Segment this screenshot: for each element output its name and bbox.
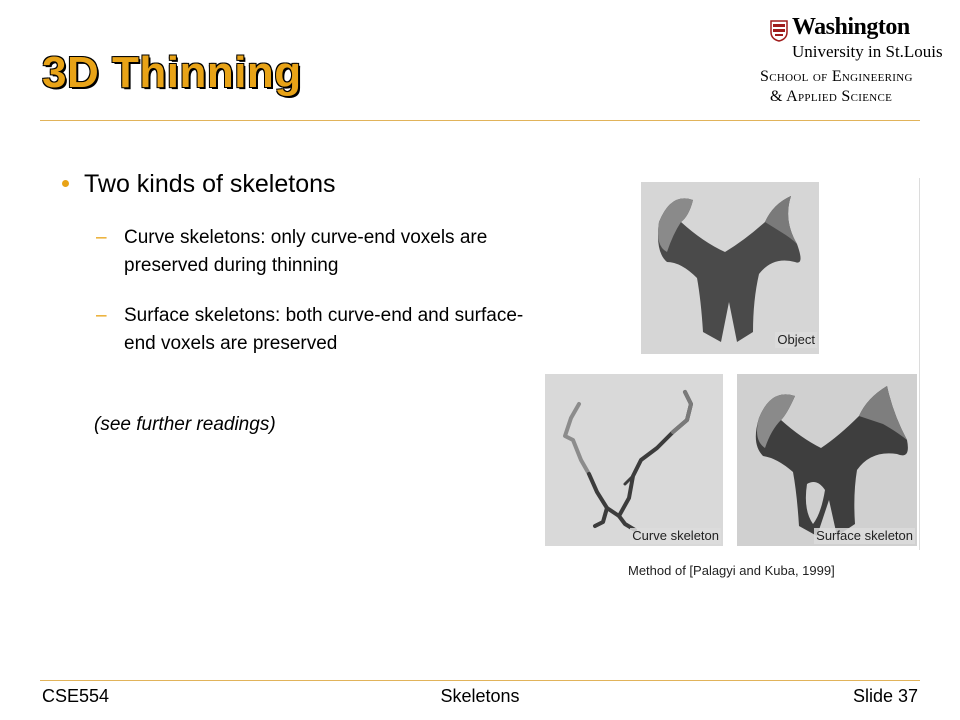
curve-skeleton-label: Curve skeleton [632, 528, 719, 543]
logo-line-3: School of Engineering [760, 68, 913, 85]
object-label: Object [777, 332, 815, 347]
dash-icon: – [96, 227, 107, 248]
logo-line-4: & Applied Science [770, 88, 893, 105]
logo-line-1: Washington [792, 14, 910, 40]
footer-divider [40, 680, 920, 681]
dash-icon: – [96, 305, 107, 326]
object-shape-image [641, 182, 819, 354]
header-divider [40, 120, 920, 121]
surface-skeleton-panel [737, 374, 917, 546]
main-bullet-text: Two kinds of skeletons [84, 170, 336, 198]
object-panel [641, 182, 819, 354]
logo-line-2: University in St.Louis [792, 42, 943, 61]
university-logo [760, 14, 943, 110]
sub-bullet-text: Curve skeletons: only curve-end voxels are preserved during thinning [124, 227, 488, 276]
skeleton-figure [543, 178, 920, 550]
surface-skeleton-label: Surface skeleton [816, 528, 913, 543]
slide-title: 3D Thinning [42, 48, 302, 97]
footer-course: CSE554 [42, 686, 110, 706]
curve-skeleton-panel [545, 374, 723, 546]
curve-skeleton-image [545, 374, 723, 546]
sub-bullet-text: Surface skeletons: both curve-end and surface-end voxels are preserved [124, 305, 524, 354]
figure-caption: Method of [Palagyi and Kuba, 1999] [628, 563, 835, 578]
shield-icon [770, 20, 788, 42]
footer-slide-number: Slide 37 [852, 686, 918, 706]
further-readings-note: (see further readings) [94, 414, 276, 435]
bullet-dot-icon [62, 180, 69, 187]
surface-skeleton-image [737, 374, 917, 546]
footer-topic: Skeletons [440, 686, 520, 706]
